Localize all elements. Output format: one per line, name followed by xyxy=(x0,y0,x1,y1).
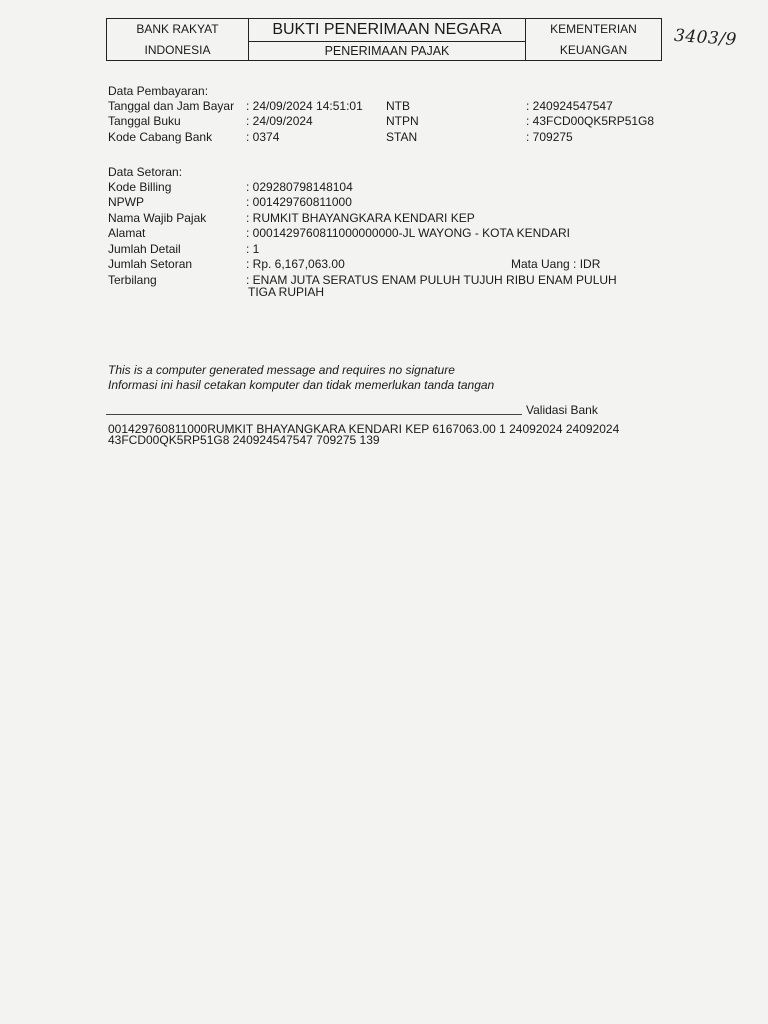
pembayaran-section-label: Data Pembayaran: xyxy=(108,84,209,98)
ministry-line1: KEMENTERIAN xyxy=(550,22,637,37)
terbilang-label: Terbilang xyxy=(108,273,157,287)
ministry-line2: KEUANGAN xyxy=(559,42,628,57)
ntpn-label: NTPN xyxy=(386,114,419,128)
setoran-section-label: Data Setoran: xyxy=(108,165,183,179)
alamat-label: Alamat xyxy=(108,226,146,240)
validasi-bank-label: Validasi Bank xyxy=(526,403,598,417)
tanggal-jam-label: Tanggal dan Jam Bayar xyxy=(108,99,235,113)
tanggal-jam-value: : 24/09/2024 14:51:01 xyxy=(246,99,363,113)
mata-uang: Mata Uang : IDR xyxy=(511,257,601,271)
title-cell xyxy=(249,19,526,60)
stan-label: STAN xyxy=(386,130,418,144)
receipt-header xyxy=(106,18,662,61)
jumlah-setoran-value: : Rp. 6,167,063.00 xyxy=(246,257,345,271)
validasi-line2: 43FCD00QK5RP51G8 240924547547 709275 139 xyxy=(108,433,380,447)
nama-wajib-pajak-value: : RUMKIT BHAYANGKARA KENDARI KEP xyxy=(246,211,475,225)
ntb-label: NTB xyxy=(386,99,410,113)
npwp-value: : 001429760811000 xyxy=(246,195,352,209)
terbilang-line2: TIGA RUPIAH xyxy=(248,285,325,299)
kode-billing-label: Kode Billing xyxy=(108,180,172,194)
bank-name-line1: BANK RAKYAT xyxy=(136,22,219,37)
bank-name-line2: INDONESIA xyxy=(144,42,211,57)
jumlah-setoran-label: Jumlah Setoran xyxy=(108,257,193,271)
tanggal-buku-label: Tanggal Buku xyxy=(108,114,181,128)
bank-cell xyxy=(107,19,249,60)
kode-cabang-label: Kode Cabang Bank xyxy=(108,130,213,144)
terbilang-line1: : ENAM JUTA SERATUS ENAM PULUH TUJUH RIBU ENAM PULUH xyxy=(246,273,617,287)
npwp-label: NPWP xyxy=(108,195,144,209)
tanggal-buku-value: : 24/09/2024 xyxy=(246,114,313,128)
jumlah-detail-value: : 1 xyxy=(246,242,260,256)
alamat-value: : 0001429760811000000000-JL WAYONG - KOTA KENDARI xyxy=(246,226,570,240)
computer-generated-notice-en: This is a computer generated message and requires no signature xyxy=(108,363,455,377)
kode-cabang-value: : 0374 xyxy=(246,130,280,144)
signature-line xyxy=(106,414,522,415)
stan-value: : 709275 xyxy=(526,130,573,144)
handwritten-note: 3403/9 xyxy=(673,25,738,51)
validasi-line1: 001429760811000RUMKIT BHAYANGKARA KENDARI KEP 6167063.00 1 24092024 24092024 xyxy=(108,422,620,436)
document-title: BUKTI PENERIMAAN NEGARA xyxy=(249,19,525,42)
document-subtitle: PENERIMAAN PAJAK xyxy=(324,43,450,58)
kode-billing-value: : 029280798148104 xyxy=(246,180,353,194)
ntb-value: : 240924547547 xyxy=(526,99,613,113)
jumlah-detail-label: Jumlah Detail xyxy=(108,242,181,256)
computer-generated-notice-id: Informasi ini hasil cetakan komputer dan tidak memerlukan tanda tangan xyxy=(108,378,495,392)
nama-wajib-pajak-label: Nama Wajib Pajak xyxy=(108,211,207,225)
ministry-cell xyxy=(526,19,661,60)
ntpn-value: : 43FCD00QK5RP51G8 xyxy=(526,114,655,128)
